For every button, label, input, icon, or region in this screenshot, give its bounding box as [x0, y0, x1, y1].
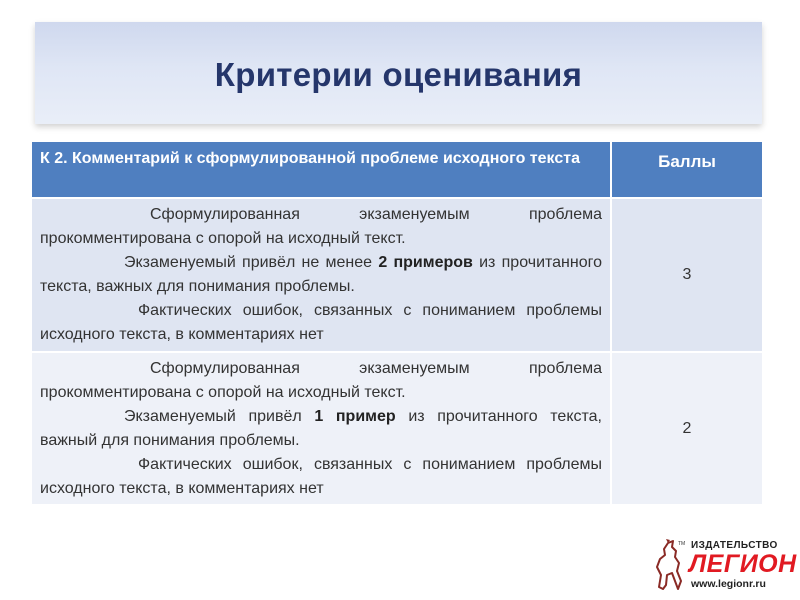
horse-rider-icon [651, 537, 687, 593]
score-cell: 2 [611, 352, 762, 504]
table-row [32, 352, 762, 504]
trademark-mark: TM [678, 541, 686, 547]
examples-count: 2 примеров [378, 254, 473, 271]
description-line-1: Сформулированная экзаменуемым проблема прокомментирована с опорой на исходный текст. [40, 359, 602, 401]
score-cell: 3 [611, 198, 762, 352]
page-title: Критерии оценивания [214, 56, 583, 93]
line-2-pre: Экзаменуемый привёл не менее [124, 254, 379, 271]
description-line-2 [40, 405, 602, 453]
line-2-pre: Экзаменуемый привёл [124, 407, 315, 425]
criterion-description [32, 352, 611, 504]
logo-publisher-text: ИЗДАТЕЛЬСТВО [691, 540, 778, 551]
description-line-1: Сформулированная экзаменуемым проблема прокомментирована с опорой на исходный текст. [40, 206, 602, 247]
logo-brand-name: ЛЕГИОН [689, 550, 797, 578]
criterion-header: К 2. Комментарий к сформулированной проблеме исходного текста [32, 142, 611, 198]
description-line-3: Фактических ошибок, связанных с пониманием проблемы исходного текста, в комментариях нет [40, 455, 602, 497]
publisher-logo [651, 537, 797, 593]
table-header-row [32, 142, 762, 198]
table-row [32, 198, 762, 352]
criterion-description [32, 198, 611, 352]
criteria-table [32, 142, 762, 504]
line-2-post: из прочитанного текста, важных для понимания проблемы. [40, 254, 603, 295]
title-banner [35, 22, 762, 124]
logo-url[interactable]: www.legionr.ru [691, 578, 766, 590]
examples-count: 1 пример [314, 407, 396, 425]
line-2-post: из прочитанного текста, важный для понимания проблемы. [40, 407, 602, 449]
description-line-2 [40, 251, 602, 299]
description-line-3: Фактических ошибок, связанных с пониманием проблемы исходного текста, в комментариях нет [40, 302, 602, 343]
points-header: Баллы [611, 142, 762, 198]
